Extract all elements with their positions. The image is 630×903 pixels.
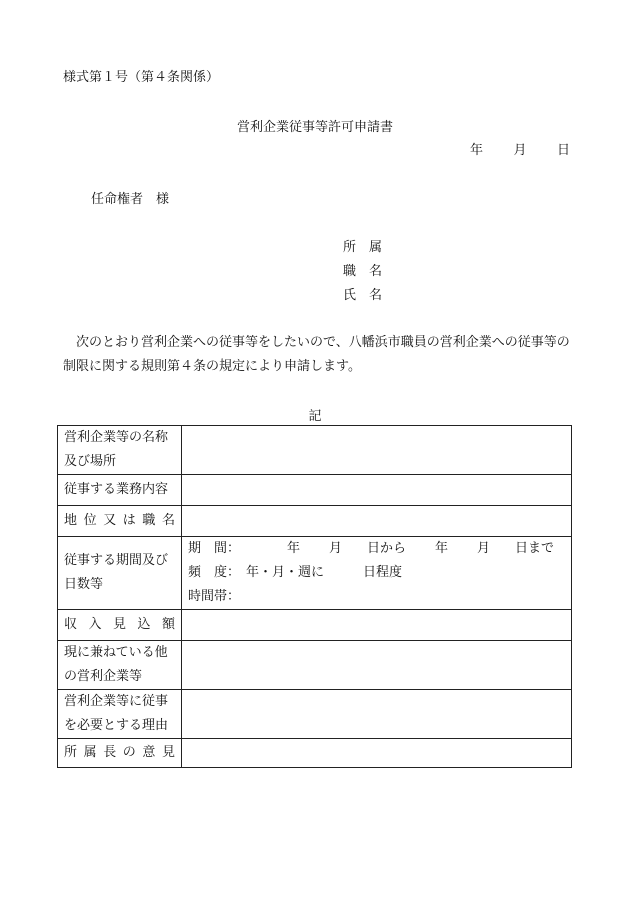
row-value-other-companies[interactable] (182, 641, 572, 690)
affiliation-label: 所 属 (343, 240, 383, 255)
period-day-to: 日まで (514, 541, 554, 556)
period-month-from: 月 (328, 541, 342, 556)
row-label-period: 従事する期間及び日数等 (58, 537, 182, 610)
document-title: 営利企業従事等許可申請書 (236, 120, 393, 135)
date-year: 年 (470, 143, 484, 158)
row-label-company: 営利企業等の名称及び場所 (58, 426, 182, 475)
time-label: 時間帯： (188, 589, 241, 604)
row-value-duties[interactable] (182, 475, 572, 506)
position-label: 職 名 (343, 264, 383, 279)
period-month-to: 月 (476, 541, 490, 556)
table-row (58, 739, 572, 768)
period-year-to: 年 (434, 541, 448, 556)
date-day: 日 (556, 143, 570, 158)
row-label-reason: 営利企業等に従事を必要とする理由 (58, 690, 182, 739)
row-value-company[interactable] (182, 426, 572, 475)
row-label-duties: 従事する業務内容 (58, 475, 182, 506)
name-label: 氏 名 (343, 288, 383, 303)
table-row (58, 610, 572, 641)
applicant-block (343, 236, 382, 308)
table-row (58, 690, 572, 739)
row-label-income: 収入見込額 (58, 610, 182, 641)
form-number: 様式第１号（第４条関係） (63, 70, 220, 85)
table-row (58, 641, 572, 690)
period-line (188, 537, 565, 561)
row-value-income[interactable] (182, 610, 572, 641)
row-label-supervisor-opinion: 所属長の意見 (58, 739, 182, 768)
row-value-reason[interactable] (182, 690, 572, 739)
row-value-period[interactable] (182, 537, 572, 610)
frequency-units: 年・月・週に (246, 565, 325, 580)
row-value-position[interactable] (182, 506, 572, 537)
row-value-supervisor-opinion[interactable] (182, 739, 572, 768)
body-text: 次のとおり営利企業への従事等をしたいので、八幡浜市職員の営利企業への従事等の制限に関する規則第４条の規定により申請します。 (63, 335, 570, 374)
period-label: 期 間： (188, 541, 241, 556)
application-table (57, 425, 572, 768)
period-day-from: 日から (366, 541, 406, 556)
addressee: 任命権者 様 (91, 192, 170, 207)
time-line (188, 585, 565, 609)
row-label-position: 地位又は職名 (58, 506, 182, 537)
row-label-other-companies: 現に兼ねている他の営利企業等 (58, 641, 182, 690)
table-row (58, 537, 572, 610)
frequency-line (188, 561, 565, 585)
frequency-suffix: 日程度 (362, 565, 402, 580)
table-row (58, 426, 572, 475)
date-month: 月 (513, 143, 527, 158)
date-line (470, 139, 570, 158)
table-row (58, 506, 572, 537)
ki-heading: 記 (308, 409, 322, 424)
period-year-from: 年 (286, 541, 300, 556)
table-row (58, 475, 572, 506)
frequency-label: 頻 度： (188, 565, 241, 580)
